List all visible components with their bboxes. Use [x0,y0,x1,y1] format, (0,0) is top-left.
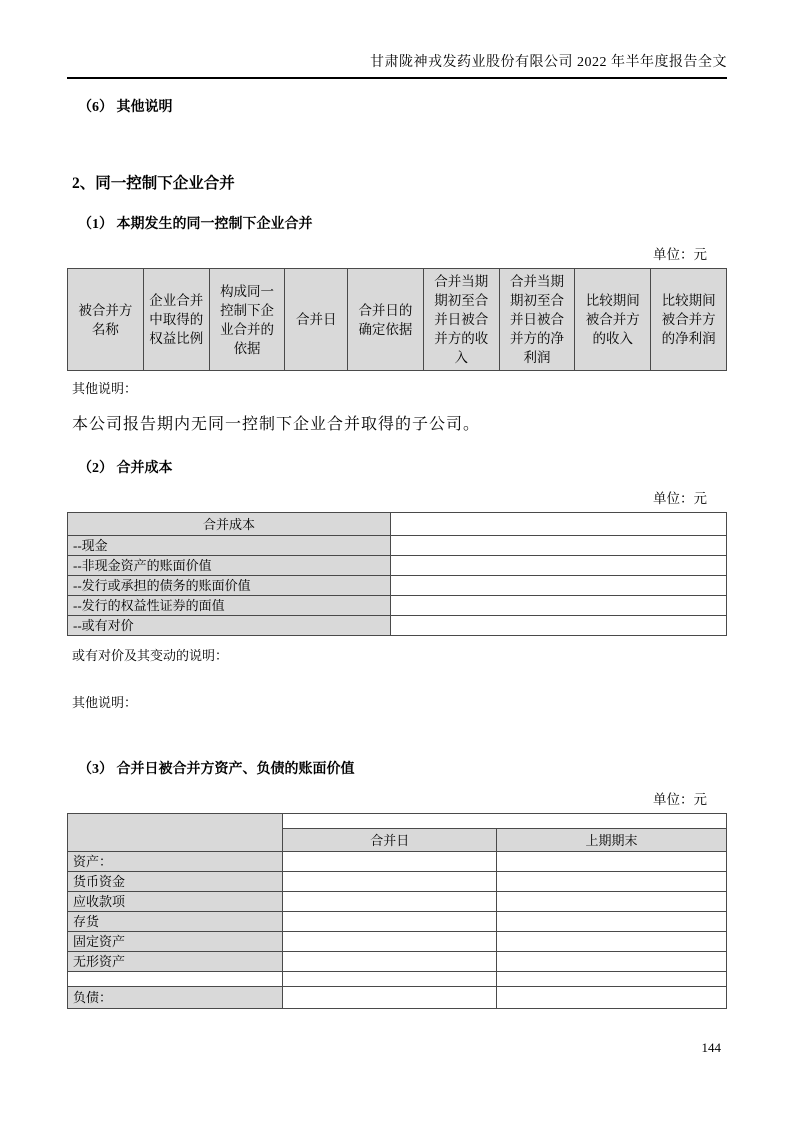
book-value-table [67,813,727,1009]
page-header-title: 甘肃陇神戎发药业股份有限公司 2022 年半年度报告全文 [370,55,727,70]
table-row [68,513,727,536]
empty-cell [390,556,726,576]
table3-row-receivables: 应收款项 [68,892,283,912]
empty-cell [390,513,726,536]
heading-sub-3-book-value: （3） 合并日被合并方资产、负债的账面价值 [78,762,355,777]
merger-header-table [67,268,727,371]
table3-row-assets: 资产： [68,852,283,872]
unit-label-1: 单位：元 [653,247,707,262]
table-row [68,814,727,829]
no-merger-statement: 本公司报告期内无同一控制下企业合并取得的子公司。 [72,416,481,433]
merger-cost-table [67,512,727,636]
table3-row-inventory: 存货 [68,912,283,932]
table3-header-merger-date: 合并日 [283,829,497,852]
table-row [68,892,727,912]
empty-cell [390,576,726,596]
table-row [68,616,727,636]
unit-label-3: 单位：元 [653,792,707,807]
heading-sub-2-merger-cost: （2） 合并成本 [78,461,173,476]
empty-cell [283,892,497,912]
table1-header-merged-party: 被合并方名称 [68,269,144,371]
table2-header-merger-cost: 合并成本 [68,513,391,536]
contingent-consideration-note: 或有对价及其变动的说明： [72,648,229,663]
table2-row-equity-securities: --发行的权益性证券的面值 [68,596,391,616]
table1-header-comparative-revenue: 比较期间被合并方的收入 [575,269,651,371]
heading-sub-1-current-merger: （1） 本期发生的同一控制下企业合并 [78,217,313,232]
table1-header-basis-common-control: 构成同一控制下企业合并的依据 [209,269,285,371]
empty-cell [390,536,726,556]
empty-cell [497,852,727,872]
empty-cell [283,852,497,872]
table-row [68,872,727,892]
header-rule [67,77,727,79]
table-row [68,596,727,616]
table1-header-revenue-to-date: 合并当期期初至合并日被合并方的收入 [423,269,499,371]
empty-cell [497,987,727,1009]
table3-row-blank [68,972,283,987]
heading-common-control-merger: 2、同一控制下企业合并 [72,175,235,192]
table2-row-contingent-consideration: --或有对价 [68,616,391,636]
other-note-2: 其他说明： [72,695,138,710]
heading-other-notes-6: （6） 其他说明 [78,100,173,115]
table1-header-comparative-profit: 比较期间被合并方的净利润 [651,269,727,371]
empty-cell [390,616,726,636]
unit-label-2: 单位：元 [653,491,707,506]
empty-cell [497,952,727,972]
table-row [68,912,727,932]
empty-cell [497,972,727,987]
empty-cell [283,814,727,829]
empty-cell [497,872,727,892]
empty-cell [283,952,497,972]
empty-cell [390,596,726,616]
table-row [68,556,727,576]
empty-cell [497,892,727,912]
table1-header-equity-ratio: 企业合并中取得的权益比例 [143,269,209,371]
empty-cell [497,912,727,932]
empty-cell [283,987,497,1009]
table1-header-profit-to-date: 合并当期期初至合并日被合并方的净利润 [499,269,575,371]
table2-row-cash: --现金 [68,536,391,556]
table2-row-noncash-assets: --非现金资产的账面价值 [68,556,391,576]
table3-row-monetary-funds: 货币资金 [68,872,283,892]
table3-header-prior-period-end: 上期期末 [497,829,727,852]
empty-cell [283,972,497,987]
table-row [68,987,727,1009]
empty-cell [283,932,497,952]
table-row [68,576,727,596]
table3-row-fixed-assets: 固定资产 [68,932,283,952]
table3-row-intangible-assets: 无形资产 [68,952,283,972]
table2-row-debt-book-value: --发行或承担的债务的账面价值 [68,576,391,596]
table-row [68,269,727,371]
table-row [68,536,727,556]
table-row [68,852,727,872]
table3-row-liabilities: 负债： [68,987,283,1009]
table1-header-merger-date: 合并日 [285,269,348,371]
empty-cell [283,912,497,932]
table3-corner-cell [68,814,283,852]
other-note-after-table1: 其他说明： [72,381,138,396]
page-number: 144 [701,1040,721,1055]
table-row [68,972,727,987]
table1-header-date-basis: 合并日的确定依据 [348,269,424,371]
table-row [68,932,727,952]
empty-cell [497,932,727,952]
empty-cell [283,872,497,892]
table-row [68,952,727,972]
